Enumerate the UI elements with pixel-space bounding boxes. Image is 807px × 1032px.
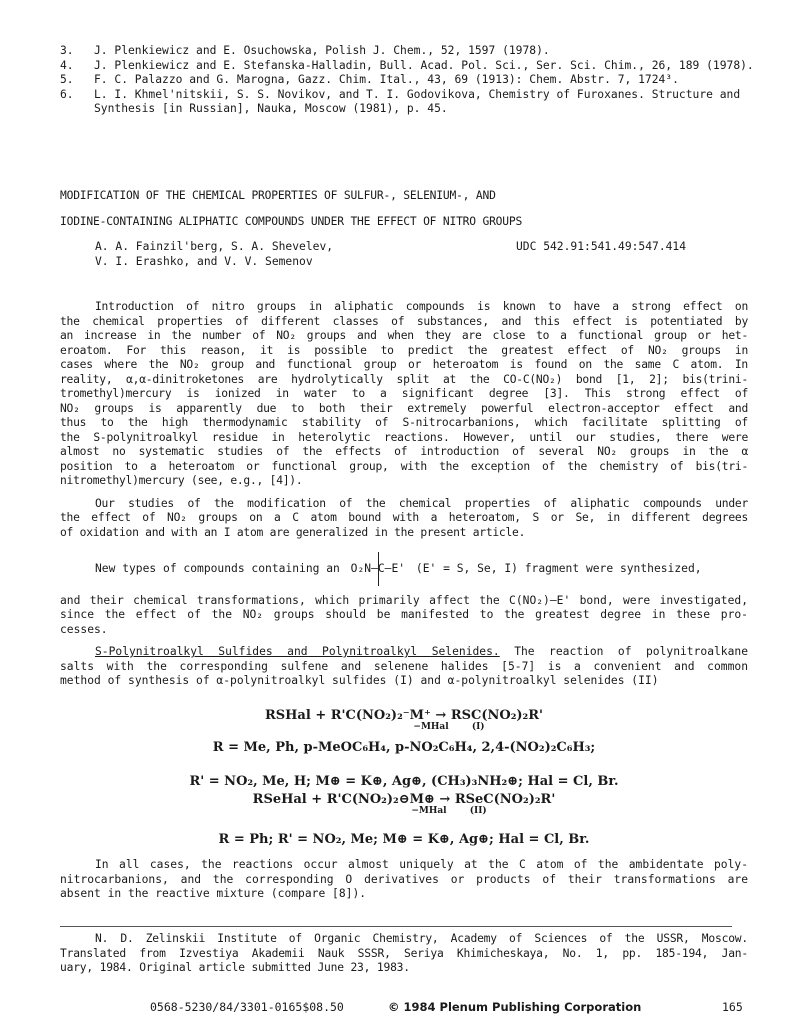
reference-number: 6. <box>60 87 74 101</box>
reference-text: L. I. Khmel'nitskii, S. S. Novikov, and T. I. Godovikova, Chemistry of Furoxanes. Structure and Synthesis [in Russian], Nauka, Moscow (1981), p. 45. <box>94 87 741 115</box>
equation-text: RSHal + R'C(NO₂)₂⁻M⁺ → RSC(NO₂)₂R' <box>264 708 544 723</box>
text-line: since the effect of the NO₂ groups should be manifested to the greatest degree in these pro- <box>60 608 748 621</box>
reference-number: 5. <box>60 73 74 86</box>
reference-number: 4. <box>60 58 74 72</box>
text-line: nitromethyl)mercury (see, e.g., [4]). <box>60 474 303 487</box>
equation-3: R' = NO₂, Me, H; M⊕ = K⊕, Ag⊕, (CH₃)₃NH₂⊕; Hal = Cl, Br. <box>189 774 619 789</box>
text-line: cases where the NO₂ group and functional group or heteroatom is found on the same C atom. In <box>60 358 748 371</box>
reference-item <box>60 59 760 74</box>
fragment-formula-wrap <box>347 562 409 577</box>
article-title <box>60 189 760 240</box>
text-line: reality, α,α-dinitroketones are hydrolytically split at the CO-C(NO₂) bond [1, 2]; bis(trini- <box>60 372 748 386</box>
text-line: position to a heteroatom or functional group, with the exception of the chemistry of bis(tri- <box>60 459 748 473</box>
fragment-formula: O₂N–C–E' <box>350 562 406 575</box>
reference-text: F. C. Palazzo and G. Marogna, Gazz. Chim. Ital., 43, 69 (1913): Chem. Abstr. 7, 1724³. <box>94 73 679 86</box>
copyright-notice: © 1984 Plenum Publishing Corporation <box>388 1000 642 1014</box>
text-line: Translated from Izvestiya Akademii Nauk SSSR, Seriya Khimicheskaya, No. 1, pp. 185-194, Jan- <box>60 946 748 960</box>
text-line: Our studies of the modification of the chemical properties of aliphatic compounds under <box>95 496 748 510</box>
equation-5: R = Ph; R' = NO₂, Me; M⊕ = K⊕, Ag⊕; Hal = Cl, Br. <box>218 832 590 847</box>
equation-4 <box>60 792 748 816</box>
text-span: The reaction of polynitroalkane <box>514 645 749 658</box>
reference-number: 3. <box>60 44 74 57</box>
title-line: MODIFICATION OF THE CHEMICAL PROPERTIES OF SULFUR-, SELENIUM-, AND <box>60 189 496 202</box>
text-line: NO₂ groups is apparently due to both their extremely powerful electron-acceptor effect and <box>60 401 748 415</box>
bond-line-icon <box>378 552 379 586</box>
text-line: of oxidation and with an I atom are generalized in the present article. <box>60 525 526 539</box>
text-line: eroatom. For this reason, it is possible to predict the greatest effect of NO₂ groups in <box>60 343 748 357</box>
arrow-label: −MHal <box>411 806 447 816</box>
title-line: IODINE-CONTAINING ALIPHATIC COMPOUNDS UNDER THE EFFECT OF NITRO GROUPS <box>60 214 523 228</box>
paragraph <box>60 594 748 638</box>
text-line: N. D. Zelinskii Institute of Organic Chemistry, Academy of Sciences of the USSR, Moscow. <box>95 932 748 945</box>
text-line: the chemical properties of different classes of substances, and this effect is potentiated by <box>60 314 748 328</box>
footnote-divider <box>60 926 732 927</box>
text-line: almost no systematic studies of the effects of introduction of several NO₂ groups in the α <box>60 445 748 458</box>
reference-text: J. Plenkiewicz and E. Stefanska-Halladin, Bull. Acad. Pol. Sci., Ser. Sci. Chim., 26, 189 (1978). <box>94 58 754 72</box>
paragraph <box>60 300 748 489</box>
text-line <box>60 645 748 660</box>
article-code: 0568-5230/84/3301-0165$08.50 <box>150 1000 344 1014</box>
paragraph <box>60 497 748 541</box>
text-line: and their chemical transformations, which primarily affect the C(NO₂)–E' bond, were investigated, <box>60 593 748 607</box>
udc-code: UDC 542.91:541.49:547.414 <box>516 240 687 253</box>
text-line: absent in the reactive mixture (compare [8]). <box>60 887 367 900</box>
text-span: (E' = S, Se, I) fragment were synthesized, <box>415 562 702 575</box>
paragraph <box>60 645 748 689</box>
text-line: In all cases, the reactions occur almost uniquely at the C atom of the ambidentate poly- <box>95 858 748 871</box>
text-line: the effect of NO₂ groups on a C atom bound with a heteroatom, S or Se, in different degrees <box>60 511 748 524</box>
reference-item <box>60 73 760 88</box>
text-line: salts with the corresponding sulfene and selenene halides [5-7] is a convenient and common <box>60 659 748 673</box>
equation-text: RSeHal + R'C(NO₂)₂⊖M⊕ → RSeC(NO₂)₂R' <box>252 792 556 807</box>
reference-item <box>60 44 760 59</box>
page-number: 165 <box>722 1000 743 1014</box>
product-label: (I) <box>471 722 485 732</box>
text-line: uary, 1984. Original article submitted June 23, 1983. <box>60 961 410 974</box>
text-line: cesses. <box>60 622 108 636</box>
arrow-label: −MHal <box>413 722 449 732</box>
section-heading: S-Polynitroalkyl Sulfides and Polynitroalkyl Selenides. <box>95 645 500 658</box>
equation-2: R = Me, Ph, p-MeOC₆H₄, p-NO₂C₆H₄, 2,4-(NO₂)₂C₆H₃; <box>212 740 596 755</box>
fragment-paragraph <box>60 562 748 689</box>
text-line: tromethyl)mercury is ionized in water to a significant degree [3]. This strong effect of <box>60 387 748 400</box>
text-line: thus to the high thermodynamic stability of S-nitrocarbanions, which facilitate splitting of <box>60 416 748 429</box>
equation-labels <box>150 723 748 732</box>
reference-item <box>60 88 760 117</box>
equation-labels <box>150 807 748 816</box>
article-body <box>60 300 748 547</box>
author-line: V. I. Erashko, and V. V. Semenov <box>95 254 313 268</box>
text-line: nitrocarbanions, and the corresponding O derivatives or products of their transformations are <box>60 872 748 886</box>
equation-1 <box>60 708 748 732</box>
paragraph <box>60 858 748 902</box>
fragment-line <box>60 562 748 577</box>
reference-list <box>60 44 760 117</box>
text-line: Introduction of nitro groups in aliphatic compounds is known to have a strong effect on <box>95 300 748 313</box>
text-span: New types of compounds containing an <box>95 562 340 575</box>
footnote <box>60 932 748 976</box>
author-line: A. A. Fainzil'berg, S. A. Shevelev, <box>95 240 334 253</box>
product-label: (II) <box>469 806 487 816</box>
reference-text: J. Plenkiewicz and E. Osuchowska, Polish J. Chem., 52, 1597 (1978). <box>94 44 550 57</box>
text-line: the S-polynitroalkyl residue in heterolytic reactions. However, until our studies, there were <box>60 430 748 444</box>
text-line: an increase in the number of NO₂ groups and when they are close to a functional group or het- <box>60 329 748 342</box>
text-line: method of synthesis of α-polynitroalkyl sulfides (I) and α-polynitroalkyl selenides (II) <box>60 674 659 687</box>
